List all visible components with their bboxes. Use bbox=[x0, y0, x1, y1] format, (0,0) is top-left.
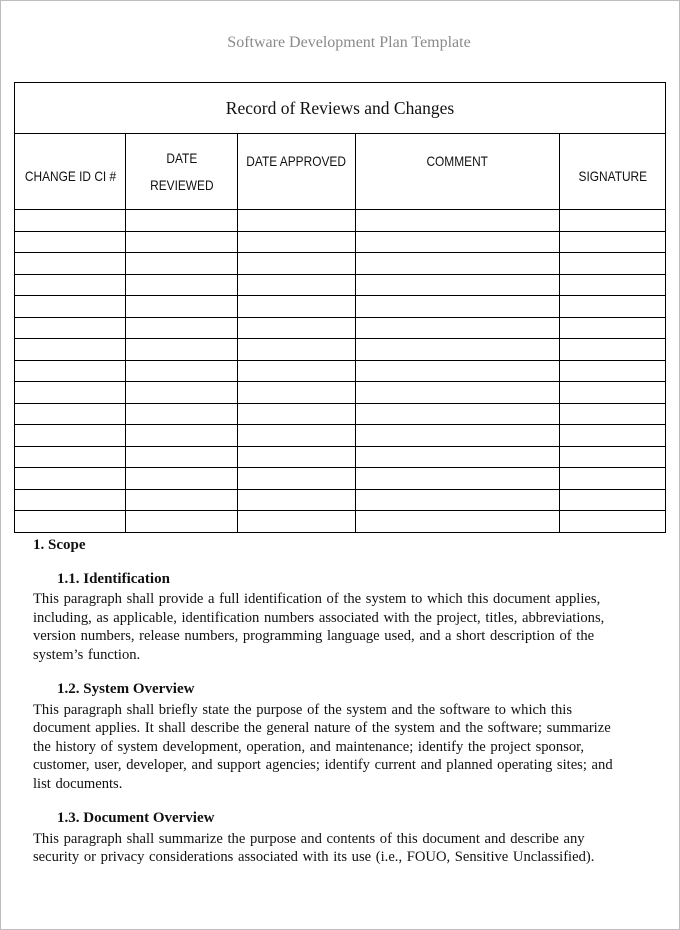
table-cell bbox=[126, 425, 238, 447]
column-header-signature: SIGNATURE bbox=[568, 134, 658, 210]
table-row bbox=[15, 403, 666, 425]
table-cell bbox=[126, 210, 238, 232]
table-cell bbox=[15, 446, 126, 468]
table-cell bbox=[355, 489, 559, 511]
table-cell bbox=[15, 403, 126, 425]
paragraph-document-overview: This paragraph shall summarize the purpose and contents of this document and describe any security or privacy considerations associated with its use (i.e., FOUO, Sensitive Unclassified). bbox=[33, 830, 595, 865]
table-row bbox=[15, 511, 666, 533]
table-cell bbox=[15, 489, 126, 511]
table-cell bbox=[237, 425, 355, 447]
table-cell bbox=[237, 382, 355, 404]
table-cell bbox=[560, 382, 666, 404]
table-cell bbox=[560, 403, 666, 425]
table-cell bbox=[237, 296, 355, 318]
table-cell bbox=[355, 210, 559, 232]
table-cell bbox=[15, 511, 126, 533]
table-cell bbox=[126, 339, 238, 361]
column-header-comment: COMMENT bbox=[371, 134, 545, 210]
table-cell bbox=[15, 360, 126, 382]
table-cell bbox=[15, 382, 126, 404]
table-cell bbox=[126, 511, 238, 533]
table-cell bbox=[15, 231, 126, 253]
column-header-change-id: CHANGE ID CI # bbox=[23, 134, 117, 210]
table-cell bbox=[237, 253, 355, 275]
table-cell bbox=[355, 511, 559, 533]
table-cell bbox=[560, 511, 666, 533]
table-cell bbox=[355, 274, 559, 296]
table-cell bbox=[237, 274, 355, 296]
table-cell bbox=[15, 296, 126, 318]
table-row bbox=[15, 210, 666, 232]
table-cell bbox=[355, 403, 559, 425]
table-cell bbox=[126, 317, 238, 339]
table-cell bbox=[237, 468, 355, 490]
table-row bbox=[15, 274, 666, 296]
table-cell bbox=[560, 468, 666, 490]
table-cell bbox=[560, 446, 666, 468]
table-cell bbox=[15, 274, 126, 296]
section-heading-document-overview: 1.3. Document Overview bbox=[57, 810, 215, 826]
table-cell bbox=[237, 446, 355, 468]
table-row bbox=[15, 446, 666, 468]
table-cell bbox=[237, 339, 355, 361]
table-cell bbox=[355, 382, 559, 404]
table-cell bbox=[355, 360, 559, 382]
document-body bbox=[33, 536, 623, 883]
table-cell bbox=[126, 253, 238, 275]
table-cell bbox=[560, 360, 666, 382]
table-cell bbox=[560, 231, 666, 253]
table-cell bbox=[237, 511, 355, 533]
table-cell bbox=[560, 317, 666, 339]
table-row bbox=[15, 253, 666, 275]
paragraph-identification: This paragraph shall provide a full identification of the system to which this document applies, including, as applicable, identification numbers associated with the project, titles, abbreviations, version numbers, release numbers, programming language used, and a short description of the system’s function. bbox=[33, 591, 605, 663]
table-cell bbox=[126, 489, 238, 511]
table-row bbox=[15, 231, 666, 253]
table-cell bbox=[237, 360, 355, 382]
table-cell bbox=[126, 382, 238, 404]
table-cell bbox=[126, 403, 238, 425]
table-cell bbox=[237, 403, 355, 425]
table-cell bbox=[355, 468, 559, 490]
table-cell bbox=[15, 317, 126, 339]
table-cell bbox=[15, 425, 126, 447]
table-cell bbox=[126, 446, 238, 468]
table-cell bbox=[355, 317, 559, 339]
table-cell bbox=[237, 210, 355, 232]
table-cell bbox=[560, 425, 666, 447]
table-cell bbox=[560, 253, 666, 275]
column-header-date-approved: DATE APPROVED bbox=[246, 134, 346, 210]
table-cell bbox=[126, 360, 238, 382]
section-heading-system-overview: 1.2. System Overview bbox=[57, 681, 195, 697]
table-row bbox=[15, 296, 666, 318]
table-cell bbox=[355, 425, 559, 447]
table-row bbox=[15, 317, 666, 339]
table-title: Record of Reviews and Changes bbox=[15, 83, 666, 134]
table-cell bbox=[355, 446, 559, 468]
table-cell bbox=[355, 253, 559, 275]
paragraph-system-overview: This paragraph shall briefly state the purpose of the system and the software to which this document applies. It shall describe the general nature of the system and the software; summarize the history of system development, operation, and maintenance; identify the project sponsor, customer, user, developer, and support agencies; identify current and planned operating sites; and list documents. bbox=[33, 701, 613, 792]
table-row bbox=[15, 468, 666, 490]
column-header-date-reviewed: DATE REVIEWED bbox=[134, 134, 229, 210]
table-cell bbox=[355, 296, 559, 318]
table-cell bbox=[126, 274, 238, 296]
table-cell bbox=[15, 468, 126, 490]
table-cell bbox=[237, 489, 355, 511]
table-cell bbox=[355, 231, 559, 253]
section-heading-scope: 1. Scope bbox=[33, 537, 86, 553]
table-row bbox=[15, 382, 666, 404]
section-heading-identification: 1.1. Identification bbox=[57, 570, 170, 587]
record-of-reviews-table bbox=[14, 82, 666, 533]
table-cell bbox=[237, 231, 355, 253]
table-row bbox=[15, 489, 666, 511]
table-cell bbox=[126, 296, 238, 318]
table-cell bbox=[15, 253, 126, 275]
table-row bbox=[15, 360, 666, 382]
table-cell bbox=[355, 339, 559, 361]
table-cell bbox=[15, 339, 126, 361]
table-cell bbox=[15, 210, 126, 232]
document-title: Software Development Plan Template bbox=[227, 34, 471, 51]
table-cell bbox=[237, 317, 355, 339]
table-row bbox=[15, 425, 666, 447]
table-cell bbox=[560, 210, 666, 232]
table-cell bbox=[126, 468, 238, 490]
table-cell bbox=[560, 339, 666, 361]
table-row bbox=[15, 339, 666, 361]
table-cell bbox=[560, 489, 666, 511]
table-cell bbox=[126, 231, 238, 253]
table-cell bbox=[560, 274, 666, 296]
table-cell bbox=[560, 296, 666, 318]
